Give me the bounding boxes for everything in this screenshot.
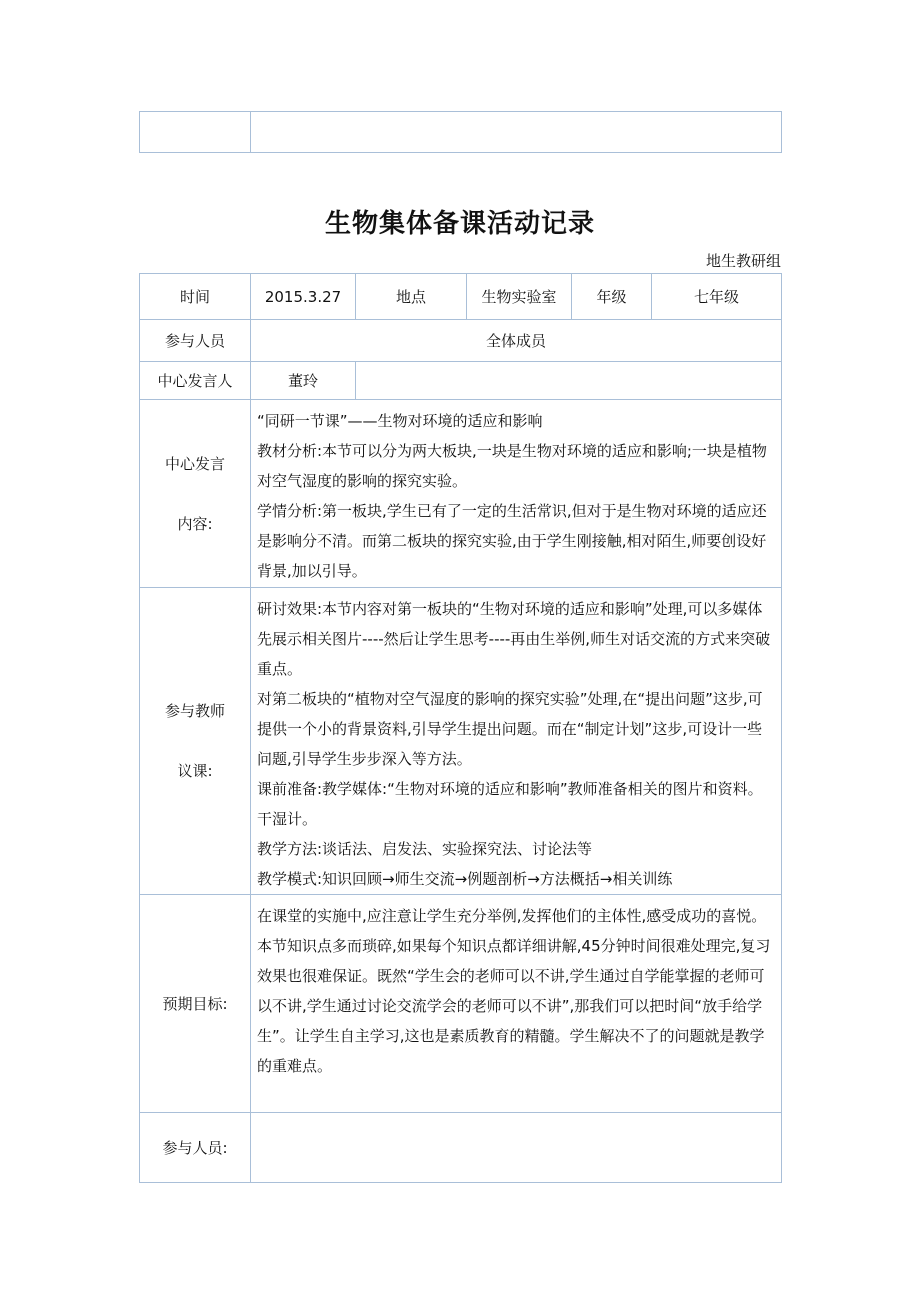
participants-value: 全体成员 xyxy=(251,320,782,362)
discussion-row xyxy=(140,588,782,895)
discussion-paragraph: 课前准备:教学媒体:“生物对环境的适应和影响”教师准备相关的图片和资料。干湿计。 xyxy=(257,780,763,828)
discussion-paragraph: 对第二板块的“植物对空气湿度的影响的探究实验”处理,在“提出问题”这步,可提供一个小的背景资料,引导学生提出问题。而在“制定计划”这步,可设计一些问题,引导学生步步深入等方法。 xyxy=(257,690,763,768)
speech-paragraph: 教材分析:本节可以分为两大板块,一块是生物对环境的适应和影响;一块是植物对空气湿度的影响的探究实验。 xyxy=(257,442,767,490)
discussion-paragraph: 教学模式:知识回顾→师生交流→例题剖析→方法概括→相关训练 xyxy=(257,870,673,888)
speech-label-line1: 中心发言 xyxy=(164,454,225,473)
discussion-label-line2: 议课: xyxy=(177,762,213,780)
place-label: 地点 xyxy=(356,274,467,320)
grade-label: 年级 xyxy=(572,274,652,320)
speech-paragraph: “同研一节课”——生物对环境的适应和影响 xyxy=(257,412,543,430)
time-label: 时间 xyxy=(140,274,251,320)
participants-label: 参与人员 xyxy=(140,320,251,362)
attendees-label: 参与人员: xyxy=(140,1113,251,1183)
speaker-blank xyxy=(356,362,782,400)
grade-value: 七年级 xyxy=(652,274,782,320)
speaker-value: 董玲 xyxy=(251,362,356,400)
discussion-content xyxy=(251,588,782,895)
speaker-label: 中心发言人 xyxy=(140,362,251,400)
speaker-row xyxy=(140,362,782,400)
speech-row xyxy=(140,400,782,588)
discussion-paragraph: 教学方法:谈话法、启发法、实验探究法、讨论法等 xyxy=(257,840,593,858)
time-value: 2015.3.27 xyxy=(251,274,356,320)
speech-label-line2: 内容: xyxy=(177,514,213,533)
top-blank-table xyxy=(139,111,782,153)
record-table xyxy=(139,273,782,1183)
discussion-paragraph: 研讨效果:本节内容对第一板块的“生物对环境的适应和影响”处理,可以多媒体先展示相关图片----然后让学生思考----再由生举例,师生对话交流的方式来突破重点。 xyxy=(257,600,771,678)
speech-label xyxy=(140,400,251,588)
document-title: 生物集体备课活动记录 xyxy=(324,209,595,239)
goal-label: 预期目标: xyxy=(140,895,251,1113)
place-value: 生物实验室 xyxy=(467,274,572,320)
top-blank-cell-right xyxy=(251,112,782,153)
speech-content xyxy=(251,400,782,588)
org-name: 地生教研组 xyxy=(705,252,781,270)
participants-row xyxy=(140,320,782,362)
goal-row xyxy=(140,895,782,1113)
top-blank-cell-left xyxy=(140,112,251,153)
discussion-label-line1: 参与教师 xyxy=(164,702,225,720)
goal-paragraph: 在课堂的实施中,应注意让学生充分举例,发挥他们的主体性,感受成功的喜悦。本节知识点多而琐碎,如果每个知识点都详细讲解,45分钟时间很难处理完,复习效果也很难保证。既然“学生会的老师可以不讲,学生通过自学能掌握的老师可以不讲,学生通过讨论交流学会的老师可以不讲”,那我们可以把时间“放手给学生”。让学生自主学习,这也是素质教育的精髓。学生解决不了的问题就是教学的重难点。 xyxy=(257,907,771,1075)
goal-content xyxy=(251,895,782,1113)
discussion-label xyxy=(140,588,251,895)
attendees-row xyxy=(140,1113,782,1183)
attendees-blank xyxy=(251,1113,782,1183)
info-row xyxy=(140,274,782,320)
speech-paragraph: 学情分析:第一板块,学生已有了一定的生活常识,但对于是生物对环境的适应还是影响分不清。而第二板块的探究实验,由于学生刚接触,相对陌生,师要创设好背景,加以引导。 xyxy=(257,502,767,580)
